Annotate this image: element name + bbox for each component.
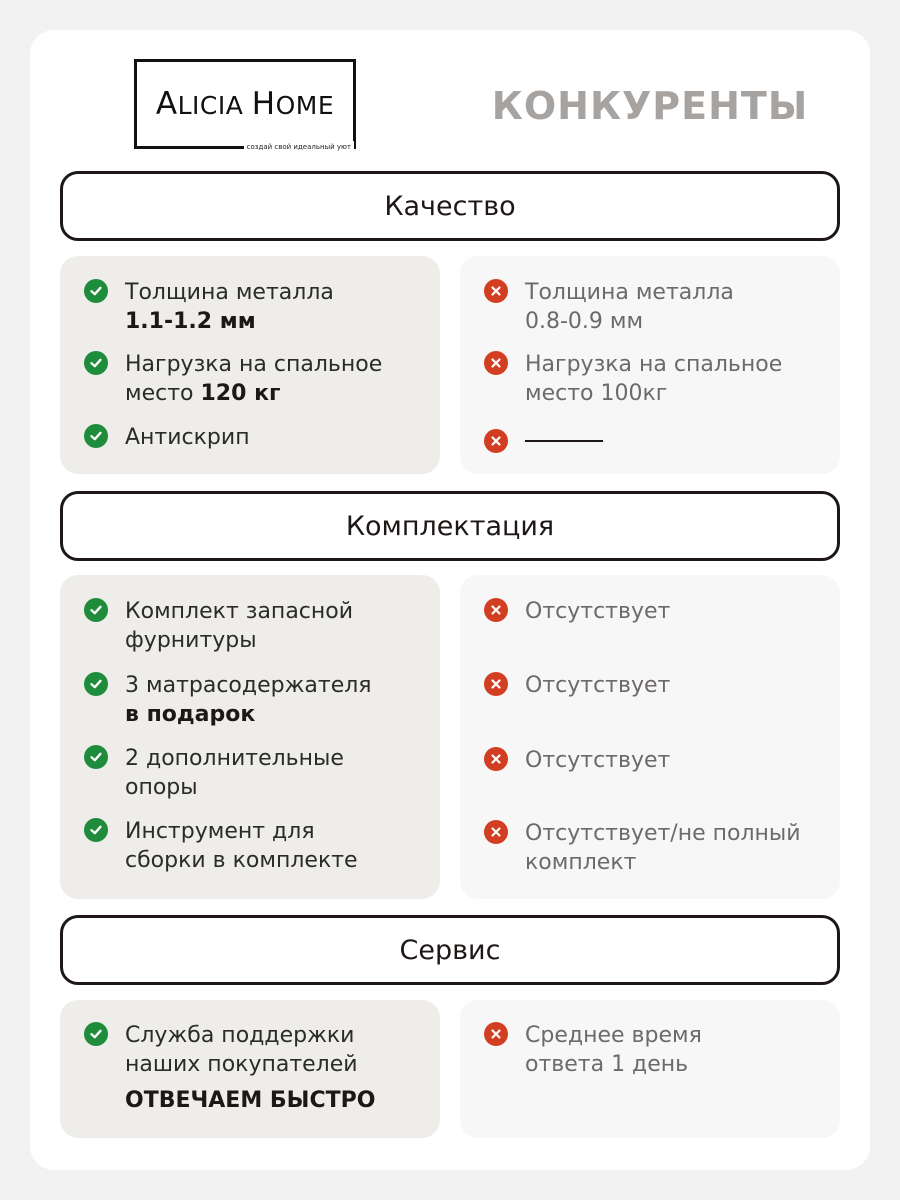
item-text xyxy=(525,819,801,877)
section-title-kit: Комплектация xyxy=(60,491,840,561)
item-line: Отсутствует xyxy=(525,673,671,698)
item-line: Нагрузка на спальное xyxy=(125,352,383,377)
item-line: Комплект запасной xyxy=(125,599,354,624)
list-item xyxy=(84,597,430,655)
check-icon xyxy=(84,424,108,448)
item-text xyxy=(125,350,382,408)
check-icon xyxy=(84,279,108,303)
item-text xyxy=(125,817,358,875)
logo-brand-first: LICIA xyxy=(177,91,244,120)
check-icon xyxy=(84,672,108,696)
cross-icon xyxy=(484,351,508,375)
item-line: опоры xyxy=(125,775,198,800)
item-line: сборки в комплекте xyxy=(125,848,358,873)
item-text xyxy=(525,1021,702,1079)
logo-brand-name xyxy=(137,86,353,122)
brand-logo xyxy=(134,59,356,149)
item-line: комплект xyxy=(525,850,637,875)
service-ours-panel xyxy=(60,1000,440,1138)
list-item xyxy=(84,744,430,802)
list-item xyxy=(84,423,430,452)
check-icon xyxy=(84,598,108,622)
service-theirs-panel xyxy=(460,1000,840,1138)
list-item xyxy=(484,278,830,336)
item-line-bold: 120 кг xyxy=(200,381,281,406)
list-item xyxy=(484,350,830,408)
list-item xyxy=(84,817,430,875)
list-item xyxy=(84,278,430,336)
competitors-heading: КОНКУРЕНТЫ xyxy=(491,84,809,128)
item-line: наших покупателей xyxy=(125,1052,358,1077)
cross-icon xyxy=(484,672,508,696)
item-line-bold: 1.1-1.2 мм xyxy=(125,309,256,334)
item-text xyxy=(525,278,734,336)
list-item xyxy=(484,746,830,775)
cross-icon xyxy=(484,747,508,771)
logo-tagline: создай свой идеальный уют xyxy=(244,141,354,154)
section-title-service: Сервис xyxy=(60,915,840,985)
dash-divider xyxy=(525,440,603,442)
item-line: Инструмент для xyxy=(125,819,315,844)
item-line: ответа 1 день xyxy=(525,1052,689,1077)
list-item xyxy=(484,597,830,626)
item-line: 3 матрасодержателя xyxy=(125,673,372,698)
item-text xyxy=(125,1021,375,1115)
item-text xyxy=(125,744,344,802)
item-line: 2 дополнительные xyxy=(125,746,344,771)
item-text xyxy=(125,423,250,452)
cross-icon xyxy=(484,598,508,622)
list-item xyxy=(84,671,430,729)
section-title-quality: Качество xyxy=(60,171,840,241)
item-line: 0.8-0.9 мм xyxy=(525,309,644,334)
cross-icon xyxy=(484,1022,508,1046)
item-line: Отсутствует xyxy=(525,748,671,773)
quality-ours-panel xyxy=(60,256,440,474)
item-line-bold: ОТВЕЧАЕМ БЫСТРО xyxy=(125,1088,376,1113)
item-text xyxy=(125,671,372,729)
list-item xyxy=(484,819,830,877)
item-line: фурнитуры xyxy=(125,628,257,653)
check-icon xyxy=(84,818,108,842)
item-line: Толщина металла xyxy=(525,280,734,305)
cross-icon xyxy=(484,279,508,303)
list-item xyxy=(84,1021,430,1115)
item-text xyxy=(525,671,670,700)
logo-initial-h: H xyxy=(251,86,276,122)
check-icon xyxy=(84,351,108,375)
item-line: Отсутствует/не полный xyxy=(525,821,801,846)
logo-brand-second: OME xyxy=(275,91,335,120)
item-line: место xyxy=(125,381,201,406)
kit-ours-panel xyxy=(60,575,440,899)
list-item xyxy=(84,350,430,408)
item-text xyxy=(125,597,353,655)
item-line: Служба поддержки xyxy=(125,1023,355,1048)
item-line: Отсутствует xyxy=(525,599,671,624)
list-item xyxy=(484,671,830,700)
logo-initial-a: A xyxy=(155,86,178,122)
item-line: Антискрип xyxy=(125,425,250,450)
check-icon xyxy=(84,745,108,769)
item-text xyxy=(125,278,334,336)
item-line: Толщина металла xyxy=(125,280,334,305)
item-line: Нагрузка на спальное xyxy=(525,352,783,377)
item-line: место 100кг xyxy=(525,381,668,406)
item-line-bold: в подарок xyxy=(125,702,256,727)
list-item xyxy=(484,1021,830,1079)
quality-theirs-panel xyxy=(460,256,840,474)
item-text xyxy=(525,350,782,408)
item-text xyxy=(525,597,670,626)
cross-icon xyxy=(484,429,508,453)
list-item xyxy=(484,428,830,453)
cross-icon xyxy=(484,820,508,844)
item-line: Среднее время xyxy=(525,1023,702,1048)
check-icon xyxy=(84,1022,108,1046)
item-text xyxy=(525,746,670,775)
kit-theirs-panel xyxy=(460,575,840,899)
